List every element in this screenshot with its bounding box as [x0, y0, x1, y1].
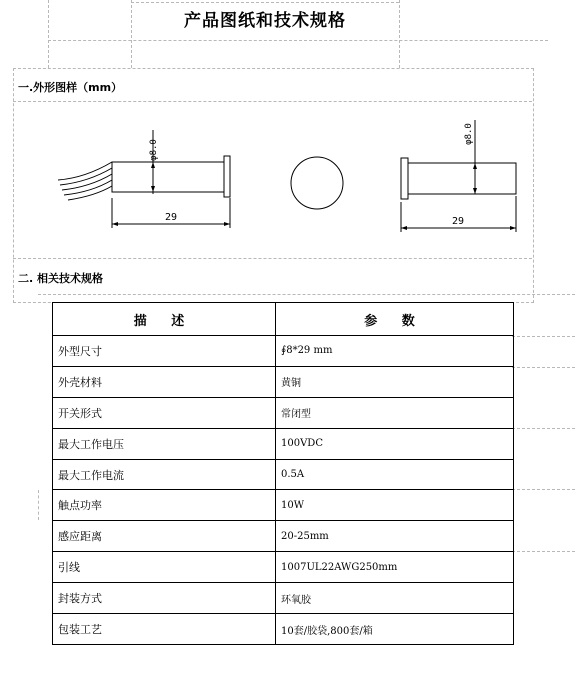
table-row: [53, 583, 514, 614]
guide-line: [38, 294, 575, 295]
section-heading-specs: 二. 相关技术规格: [18, 272, 104, 285]
side-view-drawing: [58, 130, 230, 228]
row-label: 包装工艺: [53, 614, 276, 645]
row-label: 外壳材料: [53, 366, 276, 397]
end-view-length-label: 29: [451, 216, 465, 227]
spec-table: [52, 302, 514, 645]
guide-line: [512, 367, 575, 368]
row-label: 封装方式: [53, 583, 276, 614]
guide-line: [512, 336, 575, 337]
table-row: [53, 428, 514, 459]
row-value: 10W: [276, 490, 514, 521]
table-row: [53, 614, 514, 645]
guide-line: [48, 0, 49, 68]
row-label: 触点功率: [53, 490, 276, 521]
end-view-circle: [291, 157, 343, 209]
row-value: ∮8*29 mm: [276, 336, 514, 367]
table-row: [53, 459, 514, 490]
row-value: 0.5A: [276, 459, 514, 490]
row-label: 外型尺寸: [53, 336, 276, 367]
row-value: 环氧胶: [276, 583, 514, 614]
side-view-diameter-label: φ8.0: [149, 139, 159, 161]
guide-line: [512, 489, 575, 490]
row-label: 开关形式: [53, 397, 276, 428]
row-value: 20-25mm: [276, 521, 514, 552]
end-view-diameter-label: φ8.0: [464, 123, 474, 145]
row-value: 常闭型: [276, 397, 514, 428]
guide-line: [48, 40, 548, 41]
row-label: 感应距离: [53, 521, 276, 552]
table-row: [53, 397, 514, 428]
table-row: [53, 521, 514, 552]
page-title: 产品图纸和技术规格: [184, 11, 346, 31]
table-row: [53, 336, 514, 367]
guide-line: [131, 2, 399, 3]
row-value: 10套/胶袋,800套/箱: [276, 614, 514, 645]
guide-line: [38, 490, 39, 520]
row-value: 100VDC: [276, 428, 514, 459]
guide-line: [13, 101, 532, 102]
header-description: 描 述: [53, 303, 276, 336]
section-heading-drawing: 一.外形图样（mm）: [18, 81, 123, 94]
row-value: 1007UL22AWG250mm: [276, 552, 514, 583]
guide-line: [131, 0, 132, 68]
row-label: 最大工作电压: [53, 428, 276, 459]
guide-line: [399, 0, 400, 68]
row-label: 引线: [53, 552, 276, 583]
header-parameter: 参 数: [276, 303, 514, 336]
table-row: [53, 490, 514, 521]
outline-drawing: [40, 110, 540, 250]
guide-line: [13, 258, 532, 259]
guide-line: [512, 428, 575, 429]
table-header-row: [53, 303, 514, 336]
guide-line: [512, 551, 575, 552]
table-row: [53, 366, 514, 397]
table-row: [53, 552, 514, 583]
row-label: 最大工作电流: [53, 459, 276, 490]
side-view-length-label: 29: [164, 212, 178, 223]
row-value: 黄铜: [276, 366, 514, 397]
